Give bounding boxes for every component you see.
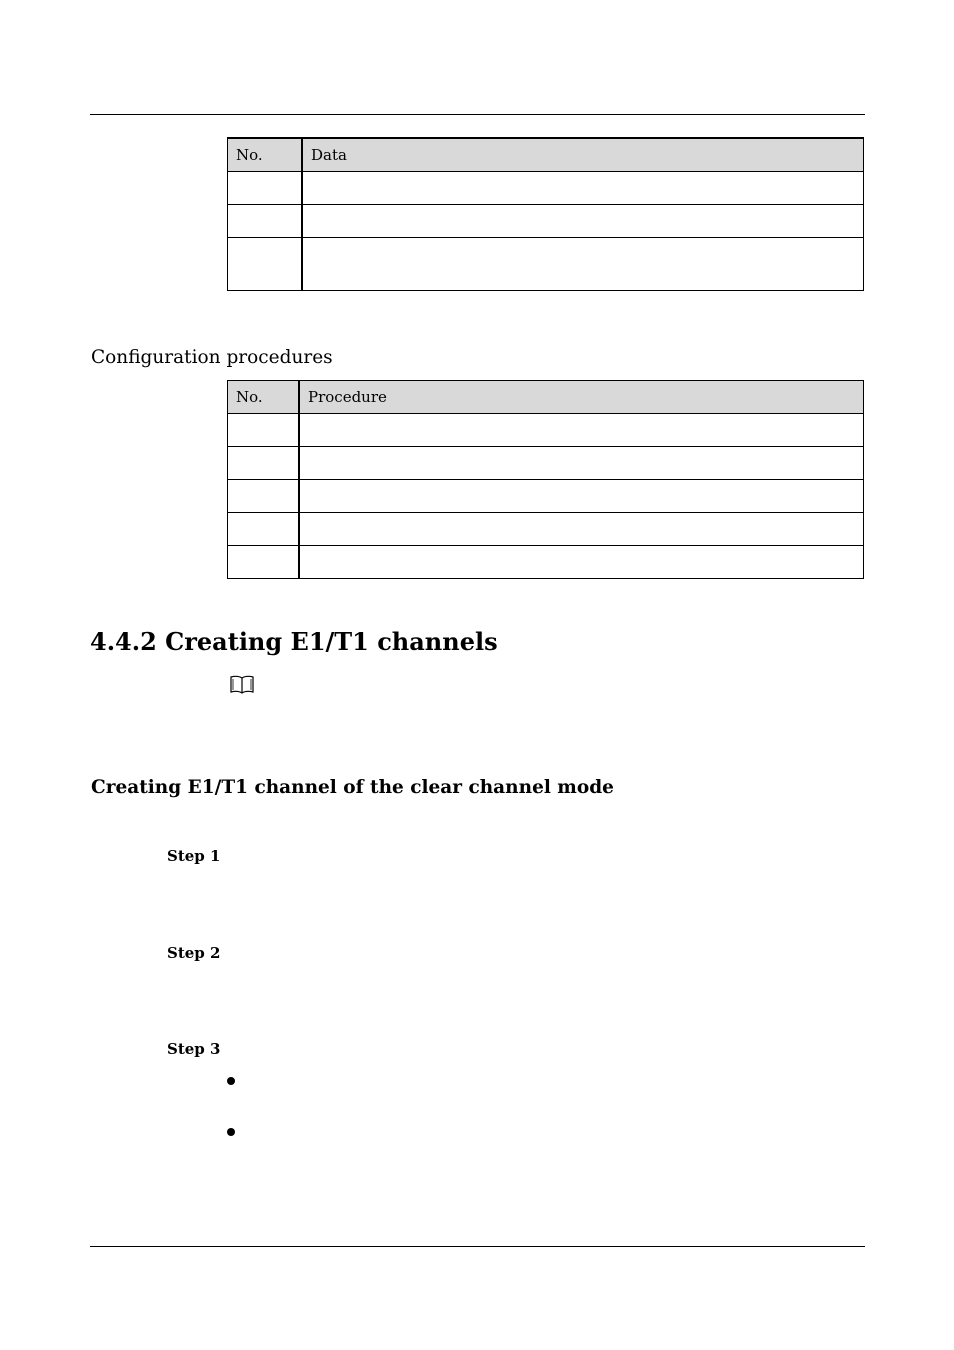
table-cell-no	[228, 447, 300, 480]
step-label-1: Step 1	[167, 847, 221, 865]
header-rule	[90, 114, 865, 115]
table-cell-no	[228, 205, 303, 238]
column-header-no: No.	[228, 381, 300, 414]
table-cell-procedure	[299, 513, 864, 546]
book-note-icon	[229, 674, 255, 700]
table-row	[228, 172, 864, 205]
table-cell-no	[228, 414, 300, 447]
procedure-table	[227, 380, 864, 579]
section-heading-creating-channels: 4.4.2 Creating E1/T1 channels	[90, 627, 498, 656]
table-cell-data	[302, 238, 864, 291]
table-cell-no	[228, 172, 303, 205]
table-cell-procedure	[299, 447, 864, 480]
step-label-3: Step 3	[167, 1040, 221, 1058]
table-header-row	[228, 138, 864, 172]
table-row	[228, 480, 864, 513]
column-header-no: No.	[228, 138, 303, 172]
table-row	[228, 414, 864, 447]
footer-rule	[90, 1246, 865, 1247]
table-cell-no	[228, 480, 300, 513]
table-row	[228, 447, 864, 480]
table-row	[228, 546, 864, 579]
table-cell-procedure	[299, 480, 864, 513]
table-cell-procedure	[299, 546, 864, 579]
table-cell-data	[302, 205, 864, 238]
step-label-2: Step 2	[167, 944, 221, 962]
table-header-row	[228, 381, 864, 414]
table-cell-no	[228, 238, 303, 291]
table-cell-no	[228, 546, 300, 579]
table-row	[228, 238, 864, 291]
section-heading-config-procedures: Configuration procedures	[91, 347, 333, 368]
table-row	[228, 513, 864, 546]
table-cell-data	[302, 172, 864, 205]
table-cell-no	[228, 513, 300, 546]
data-table	[227, 137, 864, 291]
table-row	[228, 205, 864, 238]
table-cell-procedure	[299, 414, 864, 447]
bullet-dot-icon	[227, 1128, 235, 1136]
bullet-dot-icon	[227, 1077, 235, 1085]
column-header-data: Data	[302, 138, 864, 172]
section-heading-clear-channel: Creating E1/T1 channel of the clear channel mode	[91, 777, 614, 798]
column-header-procedure: Procedure	[299, 381, 864, 414]
